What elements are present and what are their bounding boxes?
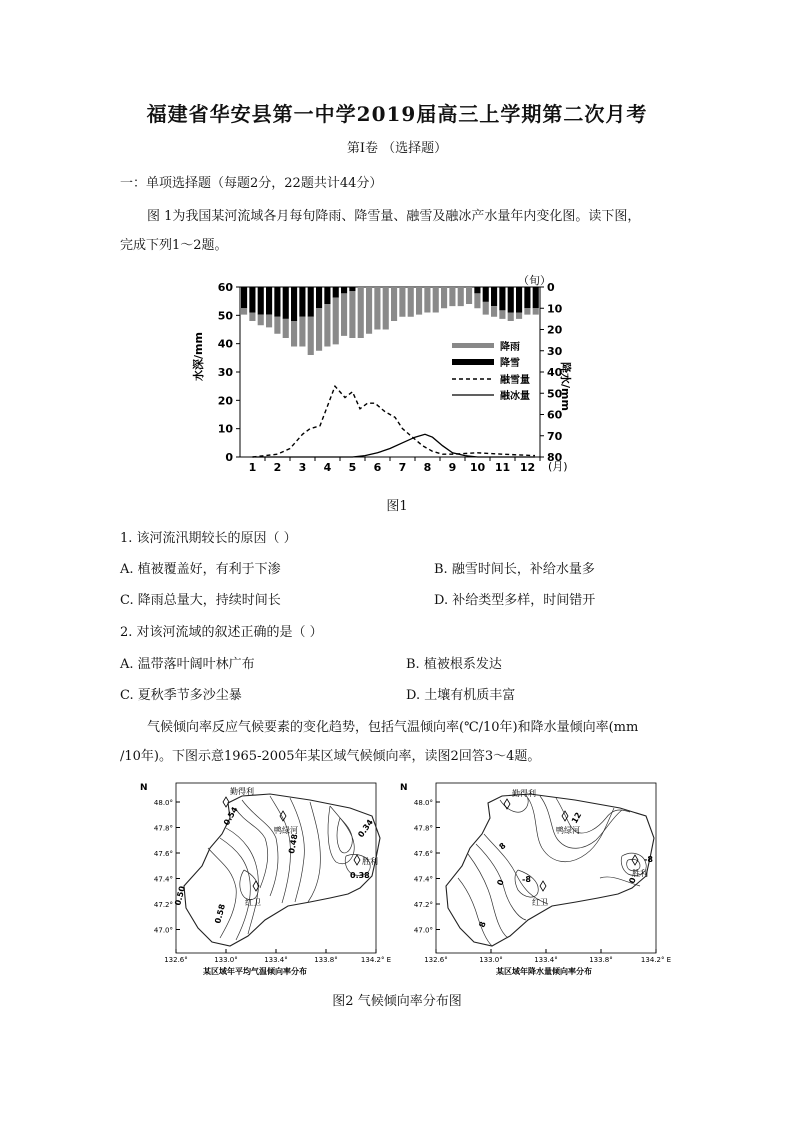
- x-tick-label: 9: [448, 461, 457, 474]
- question-2-option-c: C. 夏秋季节多沙尘暴: [120, 688, 242, 703]
- rainfall-bar: [308, 317, 314, 355]
- lat-tick-label: 48.0°: [413, 799, 433, 807]
- station-yalvhe: [274, 811, 298, 835]
- rainfall-bar: [491, 306, 497, 317]
- x-tick-label: 11: [494, 461, 511, 474]
- snowfall-bar: [249, 287, 255, 313]
- legend-rain: 降雨: [500, 342, 520, 353]
- snowfall-bar: [349, 287, 355, 291]
- rainfall-bar: [441, 287, 447, 308]
- station-marker-icon: [632, 855, 638, 865]
- lon-tick-label: 132.6°: [164, 956, 188, 964]
- right-axis-label: 降水/mm: [559, 362, 572, 411]
- contour-label: 0.38: [350, 871, 370, 880]
- left-axis-label: 水深/mm: [192, 332, 205, 381]
- station-hongwei: [245, 881, 261, 907]
- north-label: N: [400, 783, 408, 793]
- lat-tick-label: 47.8°: [413, 824, 433, 833]
- snowfall-bar: [533, 287, 539, 308]
- contour-label: -8: [644, 855, 653, 864]
- snowfall-bar: [308, 287, 314, 317]
- rainfall-bar: [474, 293, 480, 308]
- station-hongwei: [532, 881, 548, 907]
- station-label: 鸭绿河: [556, 826, 580, 835]
- contour-line: [458, 878, 492, 946]
- right-axis-unit: （旬）: [518, 274, 551, 287]
- rainfall-bar: [249, 313, 255, 322]
- figure-1-caption: 图1: [386, 499, 408, 514]
- rainfall-bar: [533, 308, 539, 314]
- lat-tick-label: 47.8°: [153, 824, 173, 833]
- contour-line: [220, 838, 250, 940]
- lat-tick-label: 47.6°: [153, 850, 173, 858]
- legend-swatch-rain: [452, 343, 494, 348]
- question-2-option-d: D. 土壤有机质丰富: [406, 688, 516, 703]
- snowfall-bar: [483, 287, 489, 302]
- rainfall-bar: [391, 287, 397, 321]
- rainfall-bar: [241, 308, 247, 314]
- lon-tick-label: 133.8°: [314, 956, 338, 964]
- x-tick-label: 3: [298, 461, 307, 474]
- contour-line: [242, 800, 278, 896]
- question-2-option-a: A. 温带落叶阔叶林广布: [120, 657, 255, 672]
- left-tick-label: 10: [217, 422, 233, 436]
- x-tick-label: 6: [373, 461, 382, 474]
- station-qindeli: [223, 786, 254, 807]
- rainfall-bar: [291, 321, 297, 347]
- contour-line: [468, 854, 508, 938]
- station-label: 胜利: [362, 857, 378, 866]
- rainfall-bar: [508, 313, 514, 322]
- right-tick-label: 20: [547, 323, 563, 337]
- rainfall-bar: [316, 308, 322, 351]
- snowfall-bar: [324, 287, 330, 304]
- map-frame: [176, 783, 376, 953]
- x-axis-unit: (月): [548, 460, 568, 473]
- snowfall-bar: [333, 287, 339, 298]
- question-1-option-b: B. 融雪时间长，补给水量多: [434, 562, 595, 577]
- legend-icemelt: 融冰量: [500, 391, 530, 402]
- paragraph-2-line-2: /10年)。下图示意1965-2005年某区域气候倾向率，读图2回答3～4题。: [120, 749, 541, 764]
- left-tick-label: 50: [217, 309, 233, 323]
- legend: [452, 340, 530, 402]
- question-2-stem: 2. 对该河流域的叙述正确的是（ ）: [120, 625, 323, 640]
- lat-tick-label: 47.2°: [413, 901, 433, 909]
- station-label: 胜利: [632, 869, 648, 878]
- contour-line: [328, 806, 354, 864]
- figure-2-caption: 图2 气候倾向率分布图: [332, 994, 462, 1009]
- contour-label: 8: [497, 841, 508, 852]
- contour-line: [235, 808, 268, 888]
- right-tick-label: 40: [547, 366, 563, 379]
- rainfall-bar: [274, 317, 280, 334]
- contour-label: 12: [569, 810, 584, 825]
- left-tick-label: 40: [217, 337, 233, 351]
- right-tick-label: 10: [547, 302, 563, 316]
- rainfall-bar: [349, 291, 355, 338]
- snowfall-bar: [341, 287, 347, 293]
- snowfall-bar: [291, 287, 297, 321]
- page-title: 福建省华安县第一中学2019届高三上学期第二次月考: [146, 102, 648, 126]
- left-tick-label: 20: [217, 394, 233, 408]
- lon-tick-label: 133.0°: [479, 956, 503, 964]
- contour-line: [208, 848, 236, 938]
- station-label: 勤得利: [512, 789, 536, 798]
- rainfall-bar: [374, 287, 380, 330]
- snowfall-bar: [524, 287, 530, 308]
- snowfall-bar: [241, 287, 247, 308]
- rainfall-bar: [424, 287, 430, 313]
- x-tick-label: 2: [273, 461, 282, 474]
- contour-line: [484, 834, 548, 904]
- snowfall-bar: [283, 287, 289, 319]
- x-tick-label: 8: [423, 461, 432, 474]
- right-tick-label: 30: [547, 344, 563, 358]
- lat-tick-label: 47.6°: [413, 850, 433, 858]
- snowfall-bar: [316, 287, 322, 308]
- right-tick-label: 50: [547, 387, 563, 401]
- contour-label: -8: [522, 875, 531, 884]
- left-tick-label: 30: [217, 366, 233, 379]
- rainfall-bar: [433, 287, 439, 313]
- rainfall-bar: [408, 287, 414, 317]
- contour-label: 0.54: [221, 805, 240, 827]
- rainfall-bar: [358, 287, 364, 338]
- left-tick-label: 60: [217, 281, 233, 294]
- rainfall-bar: [258, 315, 264, 326]
- snowfall-bar: [258, 287, 264, 315]
- instruction: 一：单项选择题（每题2分，22题共计44分）: [120, 176, 383, 191]
- snowfall-bar: [508, 287, 514, 313]
- rainfall-bar: [366, 287, 372, 334]
- contour-label: 0: [495, 878, 506, 887]
- station-label: 红卫: [245, 898, 261, 907]
- right-tick-label: 70: [547, 429, 563, 443]
- rainfall-bar: [299, 317, 305, 347]
- precipitation-trend-map: [400, 778, 672, 980]
- rainfall-bar: [449, 287, 455, 306]
- question-1-option-d: D. 补给类型多样，时间错开: [434, 593, 596, 608]
- rainfall-bar: [466, 287, 472, 304]
- snowfall-bar: [474, 287, 480, 293]
- map-title: 某区域年平均气温倾向率分布: [203, 967, 307, 976]
- rainfall-bar: [499, 310, 505, 319]
- lat-tick-label: 47.4°: [153, 875, 173, 884]
- station-shengli: [354, 855, 378, 866]
- x-tick-label: 5: [348, 461, 357, 474]
- contour-label: 0: [627, 876, 638, 885]
- contour-label: 0.58: [213, 903, 228, 925]
- temperature-trend-map: [140, 778, 390, 980]
- contour-line: [540, 796, 622, 848]
- lon-tick-label: 132.6°: [424, 956, 448, 964]
- lat-tick-label: 47.2°: [153, 901, 173, 909]
- left-tick-label: 0: [225, 451, 233, 464]
- station-label: 红卫: [532, 898, 548, 907]
- snowfall-bar: [516, 287, 522, 313]
- station-label: 勤得利: [230, 787, 254, 796]
- rainfall-bar: [524, 308, 530, 314]
- contour-label: 8: [477, 920, 488, 929]
- rainfall-bar: [333, 298, 339, 345]
- station-label: 鸭绿河: [274, 826, 298, 835]
- contour-line: [226, 828, 258, 934]
- question-2-option-b: B. 植被根系发达: [406, 657, 502, 672]
- intro-line-2: 完成下列1～2题。: [120, 238, 228, 253]
- x-tick-label: 10: [469, 461, 486, 474]
- lat-tick-label: 47.0°: [153, 926, 173, 935]
- legend-snowmelt: 融雪量: [500, 375, 530, 386]
- x-tick-label: 7: [398, 461, 407, 474]
- question-1-option-a: A. 植被覆盖好，有利于下渗: [120, 562, 281, 577]
- lon-tick-label: 133.0°: [214, 956, 238, 964]
- contour-label: 0.50: [173, 885, 188, 907]
- rainfall-bar: [383, 287, 389, 330]
- question-1-option-c: C. 降雨总量大，持续时间长: [120, 593, 281, 608]
- rainfall-bar: [266, 315, 272, 328]
- contour-label: 0.34: [356, 817, 375, 840]
- x-tick-label: 1: [248, 461, 257, 474]
- legend-snow: 降雪: [500, 358, 520, 369]
- rainfall-bar: [399, 287, 405, 317]
- lat-tick-label: 48.0°: [153, 799, 173, 807]
- figure-1-chart: [190, 272, 600, 482]
- station-marker-icon: [354, 855, 360, 865]
- lon-tick-label: 133.8°: [589, 956, 613, 964]
- contour-label: 0.48: [287, 833, 300, 855]
- x-tick-label: 12: [519, 461, 536, 474]
- question-1-stem: 1. 该河流汛期较长的原因（ ）: [120, 531, 297, 546]
- rainfall-bar: [483, 302, 489, 315]
- rainfall-bar: [516, 313, 522, 319]
- right-tick-label: 0: [547, 281, 555, 294]
- x-tick-label: 4: [323, 461, 332, 474]
- paragraph-2-line-1: 气候倾向率反应气候要素的变化趋势，包括气温倾向率(℃/10年)和降水量倾向率(mm: [147, 720, 639, 735]
- lon-tick-label: 134.2° E: [640, 956, 672, 964]
- rainfall-bar: [283, 319, 289, 338]
- snowfall-bar: [266, 287, 272, 315]
- station-qindeli: [504, 788, 536, 809]
- snowfall-bar: [499, 287, 505, 310]
- right-tick-label: 80: [547, 451, 563, 464]
- snowfall-bar: [274, 287, 280, 317]
- contour-line: [337, 818, 352, 853]
- legend-swatch-snow: [452, 359, 494, 365]
- rainfall-bar: [458, 287, 464, 306]
- contour-line: [308, 802, 320, 902]
- rainfall-bar: [324, 304, 330, 347]
- section-heading: 第Ⅰ卷 （选择题）: [346, 141, 448, 156]
- intro-line-1: 图 1为我国某河流域各月每旬降雨、降雪量、融雪及融冰产水量年内变化图。读下图，: [147, 209, 641, 224]
- right-tick-label: 60: [547, 408, 563, 422]
- rainfall-bar: [416, 287, 422, 315]
- region-boundary: [446, 794, 654, 946]
- lon-tick-label: 133.4°: [534, 956, 558, 964]
- station-marker-icon: [280, 811, 286, 821]
- lat-tick-label: 47.4°: [413, 875, 433, 884]
- rainfall-bar: [341, 293, 347, 336]
- snowfall-bar: [491, 287, 497, 306]
- lon-tick-label: 134.2° E: [360, 956, 392, 964]
- station-marker-icon: [540, 881, 546, 891]
- map-title: 某区域年降水量倾向率分布: [496, 967, 592, 976]
- north-label: N: [140, 783, 148, 793]
- snowfall-bar: [299, 287, 305, 317]
- lat-tick-label: 47.0°: [413, 926, 433, 935]
- lon-tick-label: 133.4°: [264, 956, 288, 964]
